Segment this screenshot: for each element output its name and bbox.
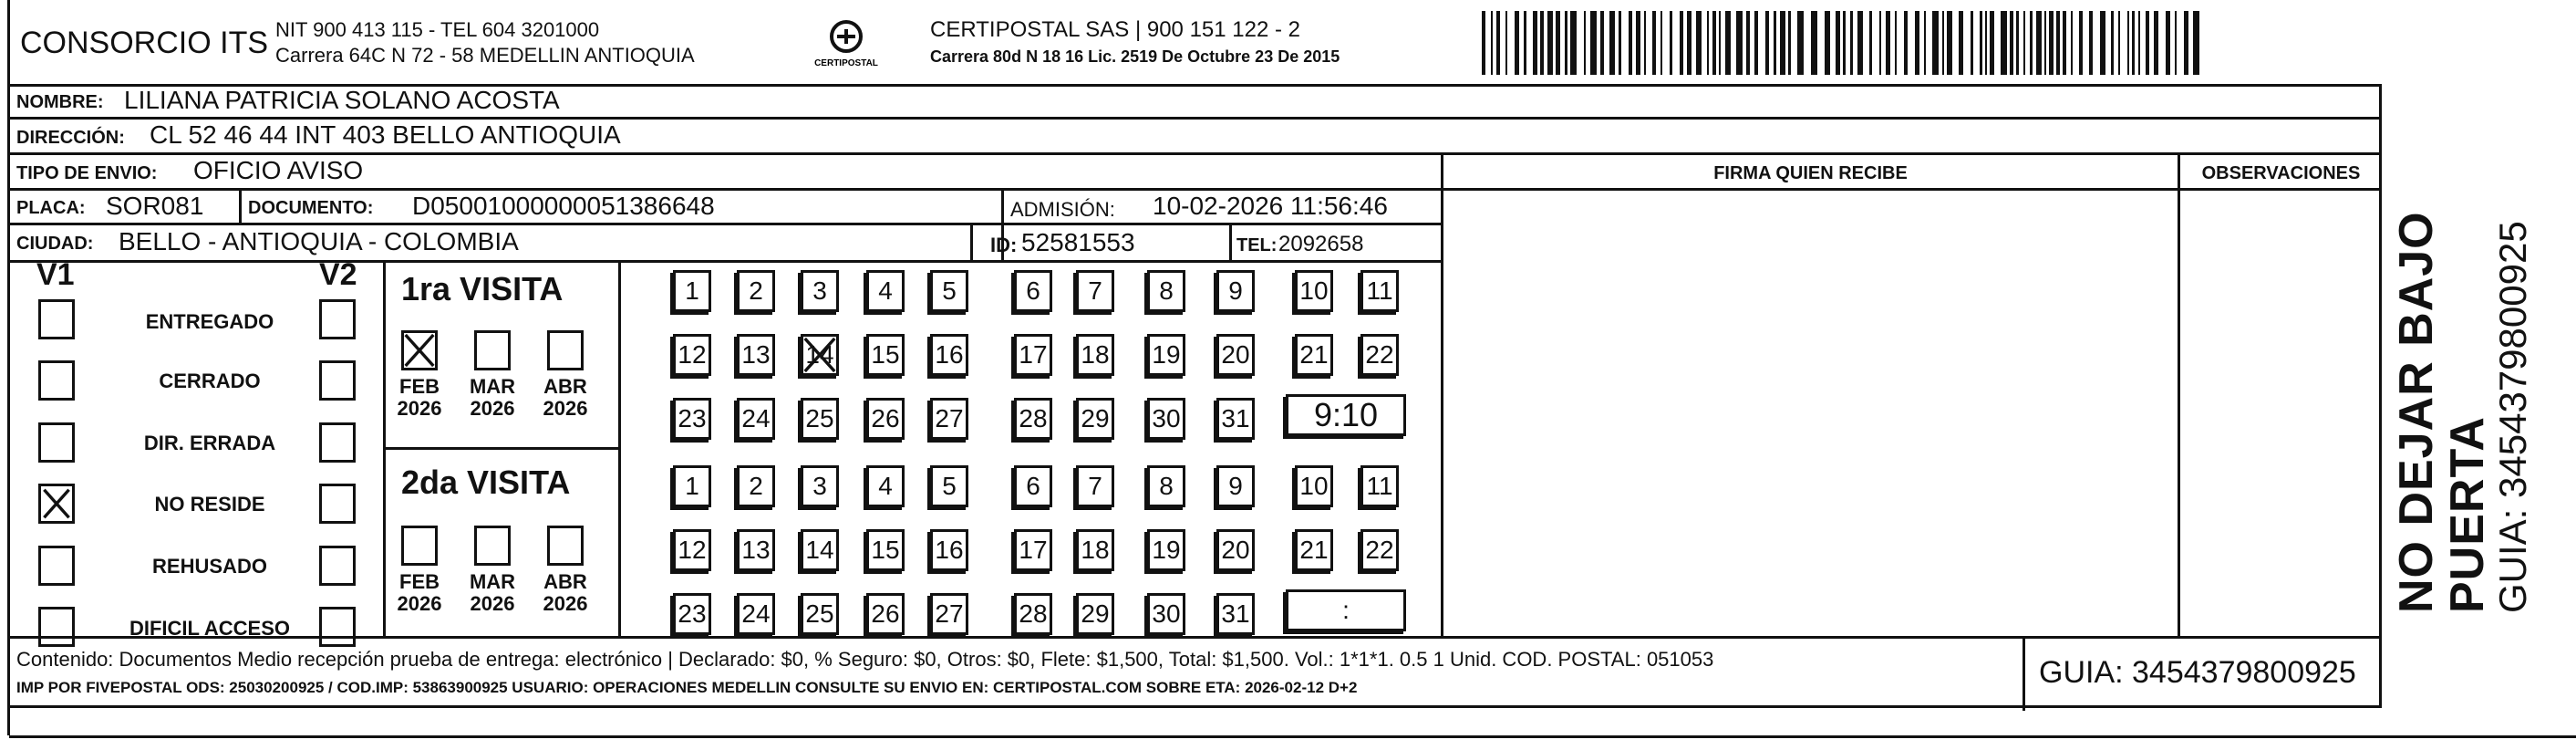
day-box[interactable]: 1: [673, 270, 711, 312]
documento-value: D05001000000051386648: [412, 192, 715, 220]
barcode-bar: [2132, 11, 2135, 75]
v1-checkbox[interactable]: [38, 607, 75, 647]
barcode-bar: [2127, 11, 2129, 75]
side-text: [2391, 102, 2533, 613]
v2-checkbox[interactable]: [319, 422, 356, 463]
barcode-bar: [1942, 11, 1944, 75]
barcode-bar: [2010, 11, 2013, 75]
barcode-bar: [1505, 11, 1507, 75]
certipostal-address: Carrera 80d N 18 16 Lic. 2519 De Octubre 23 De 2015: [930, 47, 1340, 66]
day-box[interactable]: 26: [866, 398, 905, 440]
day-box[interactable]: 21: [1295, 334, 1333, 376]
barcode-bar: [1947, 11, 1952, 75]
company-name: CONSORCIO ITS: [20, 26, 269, 60]
barcode-bar: [1619, 11, 1621, 75]
documento-label: DOCUMENTO:: [248, 198, 374, 218]
visit1-title: 1ra VISITA: [401, 270, 564, 307]
barcode-bar: [1590, 11, 1597, 75]
month-checkbox[interactable]: [474, 330, 511, 370]
day-box[interactable]: 16: [930, 529, 968, 571]
barcode-bar: [1707, 11, 1709, 75]
day-box[interactable]: 6: [1014, 270, 1052, 312]
barcode-bar: [1696, 11, 1702, 75]
barcode-bar: [1915, 11, 1919, 75]
reason-label: NO RESIDE: [154, 493, 265, 516]
v1-checkbox[interactable]: [38, 484, 75, 524]
id-value: 52581553: [1021, 228, 1135, 256]
barcode-bar: [1482, 11, 1485, 75]
side-no-dejar: NO DEJAR BAJO PUERTA: [2390, 211, 2494, 613]
day-box[interactable]: 2: [737, 465, 775, 507]
barcode-bar: [1670, 11, 1672, 75]
barcode-bar: [1725, 11, 1731, 75]
barcode-bar: [2154, 11, 2158, 75]
day-box[interactable]: 28: [1014, 593, 1052, 635]
v2-checkbox[interactable]: [319, 546, 356, 586]
barcode-bar: [1774, 11, 1776, 75]
barcode-bar: [2184, 11, 2188, 75]
barcode-bar: [1924, 11, 1926, 75]
barcode-bar: [2193, 11, 2199, 75]
barcode-bar: [2001, 11, 2007, 75]
barcode-bar: [2146, 11, 2149, 75]
barcode-bar: [1600, 11, 1604, 75]
barcode-bar: [2100, 11, 2105, 75]
v1-checkbox[interactable]: [38, 546, 75, 586]
month-checkbox[interactable]: [547, 526, 584, 566]
day-box[interactable]: 1: [673, 465, 711, 507]
barcode-bar: [1836, 11, 1840, 75]
barcode-bar: [1687, 11, 1691, 75]
barcode-bar: [1959, 11, 1963, 75]
day-box[interactable]: 23: [673, 593, 711, 635]
left-rule: [7, 0, 10, 735]
barcode-bar: [2049, 11, 2054, 75]
bottom-rule: [9, 735, 2576, 738]
day-box[interactable]: 12: [673, 334, 711, 376]
barcode-bar: [2016, 11, 2019, 75]
direccion-value: CL 52 46 44 INT 403 BELLO ANTIOQUIA: [150, 120, 621, 149]
barcode-bar: [1540, 11, 1544, 75]
day-box[interactable]: 10: [1295, 270, 1333, 312]
v1-checkbox[interactable]: [38, 422, 75, 463]
day-box[interactable]: 4: [866, 465, 905, 507]
barcode-bar: [1719, 11, 1721, 75]
barcode-bar: [2089, 11, 2093, 75]
day-box[interactable]: 16: [930, 334, 968, 376]
day-box[interactable]: 17: [1014, 529, 1052, 571]
barcode-bar: [1797, 11, 1804, 75]
tipo-envio-label: TIPO DE ENVIO:: [16, 163, 158, 183]
barcode: [1482, 11, 2207, 75]
barcode-bar: [2044, 11, 2046, 75]
imp-text: IMP POR FIVEPOSTAL ODS: 25030200925 / COD.IMP: 53863900925 USUARIO: OPERACIONES MEDELLIN CONSULTE SU ENVIO EN: CERTIPOSTAL.COM SOBRE ETA: 2026-02-12 D+2: [16, 679, 1358, 696]
v1-checkbox[interactable]: [38, 360, 75, 401]
certipostal-line: CERTIPOSTAL SAS | 900 151 122 - 2: [930, 17, 1300, 42]
barcode-bar: [2166, 11, 2170, 75]
barcode-bar: [1879, 11, 1881, 75]
barcode-bar: [1825, 11, 1830, 75]
tipo-envio-value: OFICIO AVISO: [193, 156, 364, 184]
month-checkbox[interactable]: [401, 526, 438, 566]
barcode-bar: [1886, 11, 1890, 75]
day-box[interactable]: 24: [737, 398, 775, 440]
nit-line: NIT 900 413 115 - TEL 604 3201000: [275, 18, 600, 41]
month-label: FEB 2026: [397, 375, 442, 420]
day-box[interactable]: 30: [1147, 593, 1185, 635]
day-box[interactable]: 6: [1014, 465, 1052, 507]
svg-text:CERTIPOSTAL: CERTIPOSTAL: [814, 58, 878, 68]
barcode-bar: [1533, 11, 1537, 75]
barcode-bar: [1629, 11, 1632, 75]
day-box[interactable]: 10: [1295, 465, 1333, 507]
day-box[interactable]: 28: [1014, 398, 1052, 440]
day-box[interactable]: 27: [930, 398, 968, 440]
v1-checkbox[interactable]: [38, 299, 75, 339]
barcode-bar: [2030, 11, 2033, 75]
barcode-bar: [2071, 11, 2073, 75]
day-box[interactable]: 31: [1216, 593, 1255, 635]
month-label: MAR 2026: [469, 570, 516, 615]
day-box[interactable]: 21: [1295, 529, 1333, 571]
barcode-bar: [1609, 11, 1615, 75]
month-label: ABR 2026: [543, 375, 588, 420]
barcode-bar: [1644, 11, 1646, 75]
day-box[interactable]: 25: [801, 398, 839, 440]
id-label: ID:: [990, 234, 1018, 256]
barcode-bar: [1524, 11, 1526, 75]
barcode-bar: [2175, 11, 2177, 75]
day-box[interactable]: 11: [1360, 465, 1399, 507]
reason-label: DIR. ERRADA: [143, 432, 276, 454]
day-box[interactable]: 13: [737, 529, 775, 571]
tel-value: 2092658: [1278, 232, 1364, 256]
reason-label: REHUSADO: [152, 555, 267, 578]
barcode-bar: [1515, 11, 1519, 75]
day-box[interactable]: 29: [1076, 593, 1114, 635]
day-box[interactable]: 31: [1216, 398, 1255, 440]
ciudad-value: BELLO - ANTIOQUIA - COLOMBIA: [119, 227, 519, 255]
barcode-bar: [1788, 11, 1791, 75]
day-box[interactable]: 7: [1076, 270, 1114, 312]
month-label: ABR 2026: [543, 570, 588, 615]
day-box[interactable]: 8: [1147, 465, 1185, 507]
barcode-bar: [1811, 11, 1817, 75]
day-box[interactable]: 9: [1216, 465, 1255, 507]
certipostal-logo-icon: [810, 16, 883, 71]
day-box[interactable]: 8: [1147, 270, 1185, 312]
barcode-bar: [1570, 11, 1577, 75]
month-checkbox[interactable]: [474, 526, 511, 566]
barcode-bar: [2056, 11, 2060, 75]
nombre-value: LILIANA PATRICIA SOLANO ACOSTA: [124, 86, 560, 114]
barcode-bar: [1496, 11, 1500, 75]
v2-header: V2: [319, 257, 357, 292]
nombre-label: NOMBRE:: [16, 92, 104, 112]
day-box[interactable]: 22: [1360, 529, 1399, 571]
v1-header: V1: [36, 257, 75, 292]
placa-value: SOR081: [106, 192, 204, 220]
contenido-text: Contenido: Documentos Medio recepción prueba de entrega: electrónico | Declarado: $0, % Seguro: $0, Otros: $0, Flete: $1,500, Total: $1,500. Vol.: 1*1*1. 0.5 1 Unid. COD. POSTAL: 051053: [16, 648, 1714, 671]
day-box[interactable]: 18: [1076, 529, 1114, 571]
barcode-bar: [1547, 11, 1553, 75]
barcode-bar: [2138, 11, 2140, 75]
barcode-bar: [1980, 11, 1982, 75]
day-box[interactable]: 15: [866, 334, 905, 376]
admision-label: ADMISIÓN:: [1010, 198, 1115, 221]
day-box[interactable]: 15: [866, 529, 905, 571]
month-checkbox[interactable]: [547, 330, 584, 370]
v2-checkbox[interactable]: [319, 607, 356, 647]
time-box[interactable]: 9:10: [1286, 394, 1406, 436]
day-box[interactable]: 25: [801, 593, 839, 635]
barcode-bar: [1990, 11, 1994, 75]
day-box[interactable]: 29: [1076, 398, 1114, 440]
day-box[interactable]: 3: [801, 270, 839, 312]
barcode-bar: [1985, 11, 1987, 75]
day-box[interactable]: 5: [930, 270, 968, 312]
barcode-bar: [1565, 11, 1567, 75]
barcode-bar: [1895, 11, 1897, 75]
admision-value: 10-02-2026 11:56:46: [1153, 192, 1388, 220]
month-checkbox[interactable]: [401, 330, 438, 370]
reason-label: ENTREGADO: [145, 310, 274, 333]
time-box[interactable]: :: [1286, 589, 1406, 631]
day-box[interactable]: 22: [1360, 334, 1399, 376]
v2-checkbox[interactable]: [319, 484, 356, 524]
barcode-bar: [1904, 11, 1908, 75]
month-label: FEB 2026: [397, 570, 442, 615]
barcode-bar: [1712, 11, 1716, 75]
barcode-bar: [1556, 11, 1560, 75]
barcode-bar: [1746, 11, 1750, 75]
month-label: MAR 2026: [469, 375, 516, 420]
day-box[interactable]: 2: [737, 270, 775, 312]
barcode-bar: [2036, 11, 2042, 75]
barcode-bar: [1491, 11, 1493, 75]
address-line: Carrera 64C N 72 - 58 MEDELLIN ANTIOQUIA: [275, 44, 695, 67]
barcode-bar: [1971, 11, 1973, 75]
day-box[interactable]: 23: [673, 398, 711, 440]
observaciones-header: OBSERVACIONES: [2201, 163, 2361, 183]
direccion-label: DIRECCIÓN:: [16, 128, 125, 148]
day-box[interactable]: 19: [1147, 529, 1185, 571]
day-box[interactable]: 20: [1216, 334, 1255, 376]
barcode-bar: [1869, 11, 1872, 75]
day-box[interactable]: 19: [1147, 334, 1185, 376]
barcode-bar: [1636, 11, 1640, 75]
firma-header: FIRMA QUIEN RECIBE: [1713, 163, 1908, 183]
barcode-bar: [2063, 11, 2066, 75]
day-box[interactable]: 27: [930, 593, 968, 635]
barcode-bar: [2079, 11, 2083, 75]
footer-guia: GUIA: 3454379800925: [2039, 655, 2356, 690]
day-box[interactable]: 11: [1360, 270, 1399, 312]
barcode-bar: [1850, 11, 1853, 75]
day-box[interactable]: 26: [866, 593, 905, 635]
placa-label: PLACA:: [16, 198, 86, 218]
day-box[interactable]: 13: [737, 334, 775, 376]
reason-label: DIFICIL ACCESO: [129, 617, 290, 640]
barcode-bar: [1754, 11, 1758, 75]
day-box[interactable]: 14: [801, 334, 839, 376]
barcode-bar: [1843, 11, 1846, 75]
visit2-title: 2da VISITA: [401, 464, 571, 501]
barcode-bar: [1680, 11, 1683, 75]
barcode-bar: [2023, 11, 2025, 75]
day-box[interactable]: 18: [1076, 334, 1114, 376]
side-guia: GUIA: 3454379800925: [2491, 221, 2534, 613]
ciudad-label: CIUDAD:: [16, 234, 94, 254]
barcode-bar: [1736, 11, 1743, 75]
reason-label: CERRADO: [159, 370, 261, 392]
barcode-bar: [1780, 11, 1785, 75]
v2-checkbox[interactable]: [319, 299, 356, 339]
day-box[interactable]: 3: [801, 465, 839, 507]
barcode-bar: [1584, 11, 1586, 75]
barcode-bar: [1857, 11, 1863, 75]
day-box[interactable]: 30: [1147, 398, 1185, 440]
barcode-bar: [2118, 11, 2120, 75]
barcode-bar: [1660, 11, 1662, 75]
tel-label: TEL:: [1236, 235, 1278, 255]
day-box[interactable]: 14: [801, 529, 839, 571]
day-box[interactable]: 24: [737, 593, 775, 635]
day-box[interactable]: 12: [673, 529, 711, 571]
day-box[interactable]: 9: [1216, 270, 1255, 312]
day-box[interactable]: 17: [1014, 334, 1052, 376]
barcode-bar: [1932, 11, 1939, 75]
barcode-bar: [1652, 11, 1656, 75]
day-box[interactable]: 4: [866, 270, 905, 312]
day-box[interactable]: 5: [930, 465, 968, 507]
barcode-bar: [1765, 11, 1769, 75]
day-box[interactable]: 20: [1216, 529, 1255, 571]
v2-checkbox[interactable]: [319, 360, 356, 401]
day-box[interactable]: 7: [1076, 465, 1114, 507]
barcode-bar: [2111, 11, 2114, 75]
